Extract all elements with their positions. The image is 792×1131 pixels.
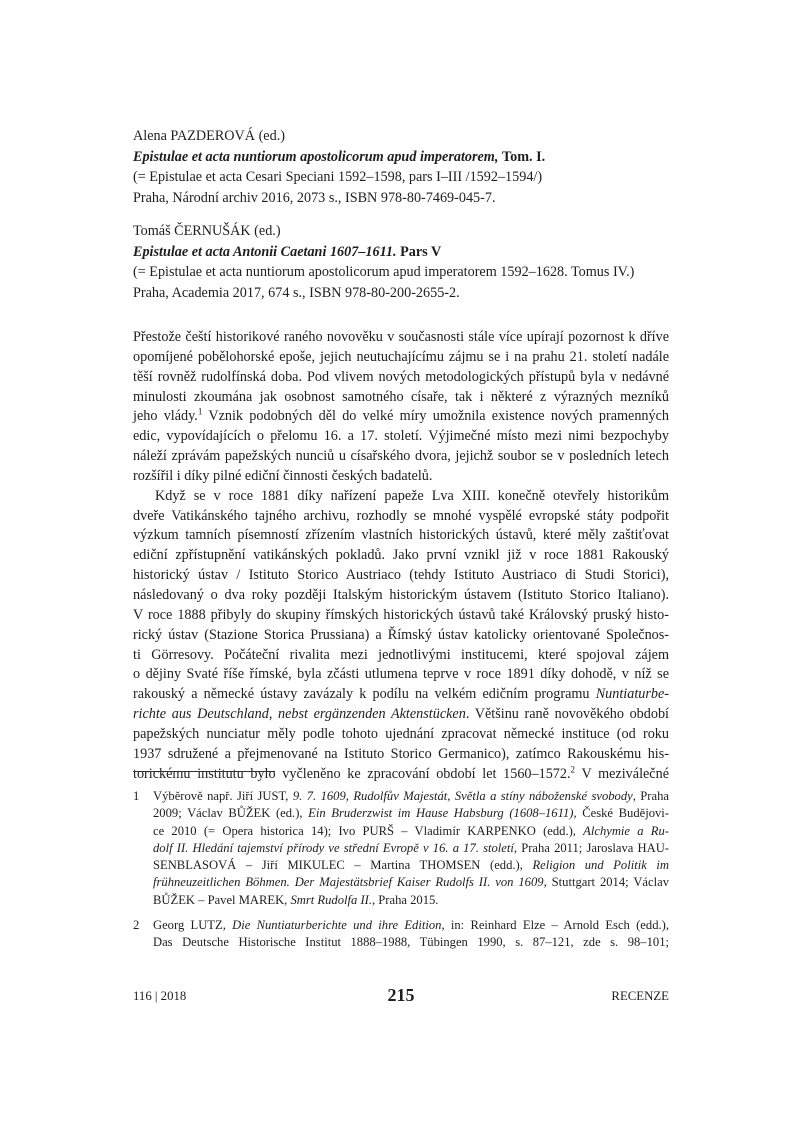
footnote-number: 2 (133, 918, 140, 933)
text-line: torickému institutu bylo vyčleněno ke zpracování období let 1560–1572.$^2$ V meziválečné (133, 763, 669, 782)
text-line: 1937 sdružené a přejmenované na Istituto Storico Germanico), zatímco Rakouskému his- (133, 745, 669, 762)
series-note: (= Epistulae et acta Cesari Speciani 1592–1598, pars I–III /1592–1594/) (133, 169, 543, 185)
footnotes (133, 788, 669, 960)
text-line: rický ústav (Stazione Storica Prussiana) a Římský ústav katolicky orientované Společnos- (133, 626, 669, 643)
paragraph (133, 328, 669, 487)
text-line: 2009; Václav BŮŽEK (ed.), Ein Bruderzwist im Hause Habsburg (1608–1611), České Budějovi- (153, 806, 669, 821)
book-title: Epistulae et acta nuntiorum apostolicorum apud imperatorem, (133, 148, 499, 165)
text-line: následovaný o dva roky později Italským historickým ústavem (Istituto Storico Italiano). (133, 586, 669, 603)
page-number: 215 (387, 985, 415, 1005)
review-body (133, 328, 669, 784)
page-footer (133, 985, 669, 1009)
footnote-1 (133, 788, 669, 909)
series-note: (= Epistulae et acta nuntiorum apostolicorum apud imperatorem 1592–1628. Tomus IV.) (133, 264, 635, 280)
book-title-line (133, 242, 669, 263)
text-line: výzkum tamních písemností zřízením vlastních historických ústavů, které měly zaštiťovat (133, 527, 669, 544)
text-line: SENBLASOVÁ – Jiří MIKULEC – Martina THOMSEN (edd.), Religion und Politik im (153, 858, 669, 873)
text-line: ediční zpřístupnění vatikánských pokladů. Jako první vznikl již v roce 1881 Rakouský (133, 547, 669, 564)
text-line: richte aus Deutschland, nebst ergänzenden Aktenstücken. Většinu raně novověkého období (133, 706, 670, 723)
text-line: Když se v roce 1881 díky nařízení papeže Lva XIII. konečně otevřely historikům (155, 487, 669, 504)
review-heading-1 (133, 126, 669, 208)
volume: Pars V (400, 243, 442, 260)
text-line: historický ústav / Istituto Storico Austriaco (tehdy Istituto Austriaco di Studi Storici), (133, 567, 669, 584)
text-line: Výběrově např. Jiří JUST, 9. 7. 1609, Rudolfův Majestát, Světla a stíny náboženské svobody, Praha (153, 789, 669, 803)
text-line: minulosti zkoumána jak osobnost samotného císaře, tak i některé z výrazných mezníků (133, 388, 669, 405)
footnote-separator (133, 771, 275, 772)
text-line: ce 2010 (= Opera historica 14); Ivo PURŠ – Vladimír KARPENKO (edd.), Alchymie a Ru- (153, 823, 669, 838)
review-heading-2 (133, 221, 669, 303)
editor: Tomáš ČERNUŠÁK (ed.) (133, 223, 281, 239)
section-label: RECENZE (611, 989, 669, 1003)
page-content (133, 126, 669, 784)
text-line: Das Deutsche Historische Institut 1888–1988, Tübingen 1990, s. 87–121, zde s. 98–101; (153, 935, 669, 950)
text-line: BŮŽEK – Pavel MAREK, Smrt Rudolfa II., Praha 2015. (153, 892, 439, 907)
text-line: edic, vypovídajících o přelomu 16. a 17. století. Výjimečné místo mezi nimi bezpochyby (133, 428, 669, 445)
footnote-number: 1 (133, 789, 140, 803)
paragraph (133, 487, 669, 785)
text-line: Georg LUTZ, Die Nuntiaturberichte und ihre Edition, in: Reinhard Elze – Arnold Esch (edd.), (153, 918, 669, 933)
text-line: frühneuzeitlichen Böhmen. Der Majestätsbrief Kaiser Rudolfs II. von 1609, Stuttgart 2014; Václav (153, 875, 669, 890)
text-line: Přestože čeští historikové raného novověku v současnosti stále více upírají pozornost k dříve (133, 329, 669, 345)
footnote-ref[interactable]: 1 (197, 406, 203, 417)
text-line: těší rovněž rudolfínská doba. Pod vlivem nových metodologických přístupů byla v nedávné (133, 368, 669, 385)
text-line: rakouský a německé ústavy zavázaly k podílu na velkém edičním programu Nuntiaturbe- (133, 686, 669, 703)
book-title: Epistulae et acta Antonii Caetani 1607–1611. (133, 243, 397, 260)
publication-info: Praha, Národní archiv 2016, 2073 s., ISBN 978-80-7469-045-7. (133, 189, 496, 206)
text-line: dveře Vatikánského tajného archivu, rozhodly se mnohé vyspělé evropské státy podpořit (133, 507, 669, 524)
text-line: opomíjené pobělohorské epoše, jejich neutuchajícímu zájmu se i na prahu 21. století nadále (133, 348, 669, 365)
text-line: o dějiny Svaté říše římské, byla zčásti utlumena teprve v roce 1891 díky dohodě, v níž se (133, 666, 669, 683)
book-title-line (133, 147, 669, 168)
journal-issue: 116 | 2018 (133, 989, 187, 1003)
publication-info: Praha, Academia 2017, 674 s., ISBN 978-80-200-2655-2. (133, 284, 460, 301)
text-line: ti Görresovy. Počáteční rivalita mezi jednotlivými institucemi, které spojoval zájem (133, 646, 669, 663)
text-line: jeho vlády.$^1$ Vznik podobných děl do velké míry umožnila existence nových pramenných (133, 406, 669, 425)
text-line: V roce 1888 přibyly do skupiny římských historických ústavů také Královský pruský histo- (133, 606, 669, 623)
footnote-2 (133, 917, 669, 952)
text-line: náleží zprávám papežských nunciů u císařského dvora, jejichž soubor se v posledních letech (133, 448, 669, 465)
text-line: dolf II. Hledání tajemství přírody ve střední Evropě v 16. a 17. století, Praha 2011; Jaroslava HAU- (153, 840, 669, 855)
text-line: rozšířil i díky pilné ediční činnosti českých badatelů. (133, 467, 433, 484)
volume: Tom. I. (501, 148, 546, 165)
text-line: papežských nunciatur měly podle tohoto ujednání zpracovat německé instituce (od roku (133, 725, 669, 742)
editor: Alena PAZDEROVÁ (ed.) (133, 128, 285, 144)
footnote-ref[interactable]: 2 (570, 763, 576, 774)
